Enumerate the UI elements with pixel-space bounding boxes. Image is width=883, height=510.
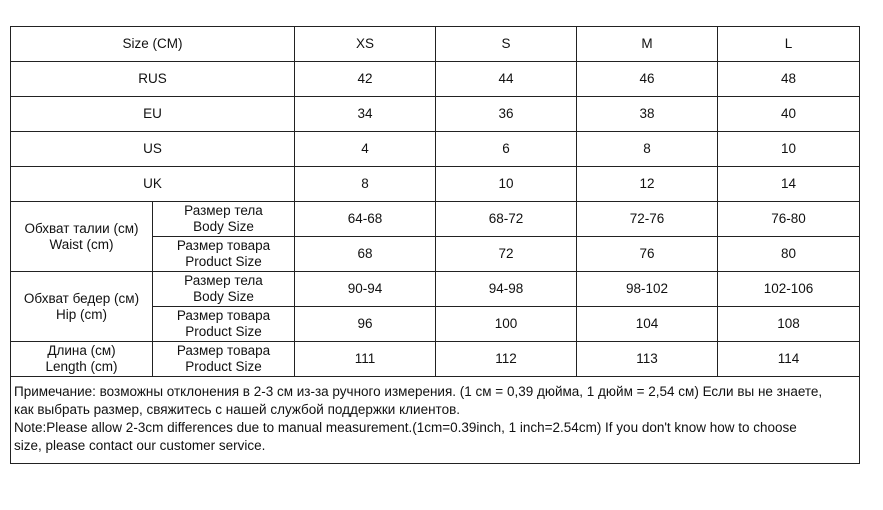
header-size-xs: XS — [295, 27, 436, 62]
product-size-label — [153, 307, 295, 342]
table-cell: 36 — [436, 97, 577, 132]
note-ru-line2: как выбрать размер, свяжитесь с нашей службой поддержки клиентов. — [14, 402, 461, 417]
length-label-en: Length (cm) — [45, 359, 118, 374]
table-cell: 94-98 — [436, 272, 577, 307]
hip-label-en: Hip (cm) — [56, 306, 107, 322]
table-row-eu — [11, 97, 860, 132]
row-label: UK — [11, 167, 295, 202]
note-row — [11, 377, 860, 464]
table-cell: 72 — [436, 237, 577, 272]
table-cell: 42 — [295, 62, 436, 97]
table-cell: 8 — [577, 132, 718, 167]
body-size-label — [153, 272, 295, 307]
row-label: EU — [11, 97, 295, 132]
table-cell: 46 — [577, 62, 718, 97]
table-row-rus — [11, 62, 860, 97]
table-row-uk — [11, 167, 860, 202]
header-size-l: L — [718, 27, 860, 62]
length-label — [11, 342, 153, 377]
hip-label-ru: Обхват бедер (см) — [23, 290, 140, 306]
product-size-label-ru: Размер товара — [176, 343, 271, 358]
table-cell: 72-76 — [577, 202, 718, 237]
table-row-length — [11, 342, 860, 377]
product-size-label-ru: Размер товара — [176, 308, 271, 323]
table-cell: 10 — [436, 167, 577, 202]
waist-label — [11, 202, 153, 272]
waist-label-en: Waist (cm) — [49, 236, 114, 252]
table-cell: 90-94 — [295, 272, 436, 307]
size-chart-table — [10, 26, 860, 464]
table-cell: 112 — [436, 342, 577, 377]
table-cell: 80 — [718, 237, 860, 272]
body-size-label-en: Body Size — [193, 219, 254, 234]
table-cell: 100 — [436, 307, 577, 342]
hip-label — [11, 272, 153, 342]
table-row-waist-body — [11, 202, 860, 237]
body-size-label-ru: Размер тела — [184, 203, 263, 218]
table-cell: 102-106 — [718, 272, 860, 307]
note-ru-line1: Примечание: возможны отклонения в 2-3 см из-за ручного измерения. (1 см = 0,39 дюйма, 1 дюйм = 2,54 см) Если вы не знаете, — [14, 384, 823, 399]
table-cell: 38 — [577, 97, 718, 132]
table-cell: 64-68 — [295, 202, 436, 237]
table-cell: 68 — [295, 237, 436, 272]
product-size-label — [153, 237, 295, 272]
table-cell: 6 — [436, 132, 577, 167]
body-size-label — [153, 202, 295, 237]
table-cell: 10 — [718, 132, 860, 167]
table-cell: 44 — [436, 62, 577, 97]
row-label: US — [11, 132, 295, 167]
note-en-line1: Note:Please allow 2-3cm differences due to manual measurement.(1cm=0.39inch, 1 inch=2.54cm) If you don't know how to choose — [14, 420, 797, 435]
table-cell: 98-102 — [577, 272, 718, 307]
table-cell: 40 — [718, 97, 860, 132]
header-row — [11, 27, 860, 62]
note-en-line2: size, please contact our customer service. — [14, 438, 266, 453]
table-cell: 34 — [295, 97, 436, 132]
table-row-us — [11, 132, 860, 167]
product-size-label — [153, 342, 295, 377]
table-cell: 113 — [577, 342, 718, 377]
waist-label-ru: Обхват талии (см) — [24, 220, 139, 236]
table-cell: 12 — [577, 167, 718, 202]
product-size-label-en: Product Size — [185, 324, 262, 339]
table-cell: 114 — [718, 342, 860, 377]
table-cell: 108 — [718, 307, 860, 342]
body-size-label-ru: Размер тела — [184, 273, 263, 288]
table-cell: 48 — [718, 62, 860, 97]
table-cell: 4 — [295, 132, 436, 167]
note-text — [11, 377, 860, 464]
table-cell: 8 — [295, 167, 436, 202]
length-label-ru: Длина (см) — [47, 343, 116, 358]
table-cell: 14 — [718, 167, 860, 202]
header-size-label: Size (CM) — [11, 27, 295, 62]
table-cell: 76-80 — [718, 202, 860, 237]
header-size-s: S — [436, 27, 577, 62]
product-size-label-ru: Размер товара — [176, 238, 271, 253]
product-size-label-en: Product Size — [185, 254, 262, 269]
header-size-m: M — [577, 27, 718, 62]
body-size-label-en: Body Size — [193, 289, 254, 304]
table-row-hip-body — [11, 272, 860, 307]
table-cell: 68-72 — [436, 202, 577, 237]
table-cell: 104 — [577, 307, 718, 342]
row-label: RUS — [11, 62, 295, 97]
table-cell: 96 — [295, 307, 436, 342]
table-cell: 111 — [295, 342, 436, 377]
product-size-label-en: Product Size — [185, 359, 262, 374]
table-cell: 76 — [577, 237, 718, 272]
